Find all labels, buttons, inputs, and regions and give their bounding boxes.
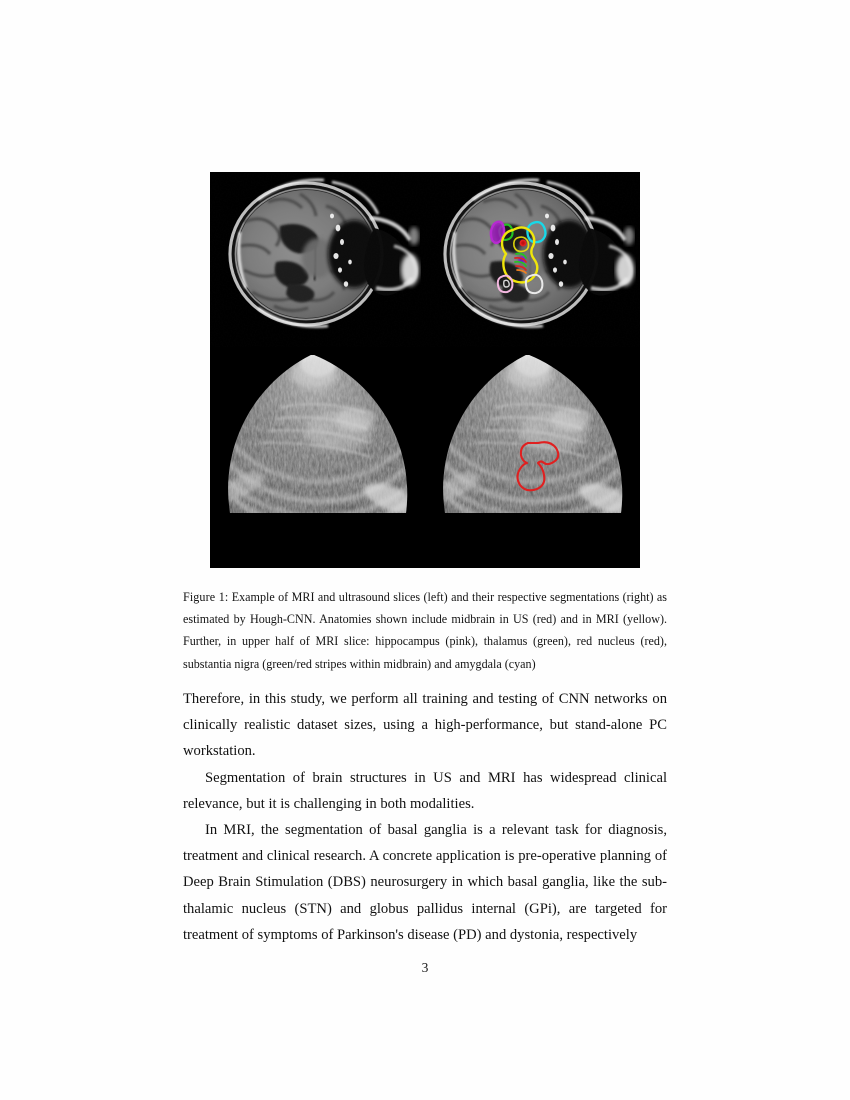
figure-caption-text: Example of MRI and ultrasound slices (left) and their respective segmentations (right) as estimated by Hough-CNN. Anatomies shown include midbrain in US (red) and in MRI (yellow). Further, in upper half of MRI slice: hippocampus (pink), thalamus (green), red nucleus (red), substantia nigra (green/red stripes within midbrain) and amygdala (cyan): [183, 590, 668, 671]
page-number: 3: [421, 960, 429, 975]
paragraph-2: Segmentation of brain structures in US and MRI has widespread clinical relevance, but it is challenging in both modalities.: [183, 769, 667, 812]
paragraph-1: Therefore, in this study, we perform all training and testing of CNN networks on clinically realistic dataset sizes, using a high-performance, but stand-alone PC workstation.: [183, 691, 667, 760]
panel-mri-plain: [210, 172, 425, 347]
figure-1: [210, 172, 640, 568]
figure-image: [210, 172, 640, 568]
contour-red-nucleus-1: [520, 240, 525, 245]
figure-caption: [183, 586, 667, 675]
paragraph-3: In MRI, the segmentation of basal ganglia is a relevant task for diagnosis, treatment and clinical research. A concrete application is pre-operative planning of Deep Brain Stimulation (DBS) neurosurgery in which basal ganglia, like the sub-thalamic nucleus (STN) and globus pallidus internal (GPi), are targeted for treatment of symptoms of Parkinson's disease (PD) and dystonia, respectively: [183, 822, 667, 943]
body-text: [183, 686, 667, 948]
panel-mri-segmented: [425, 172, 640, 347]
figure-label: Figure 1:: [183, 590, 229, 604]
